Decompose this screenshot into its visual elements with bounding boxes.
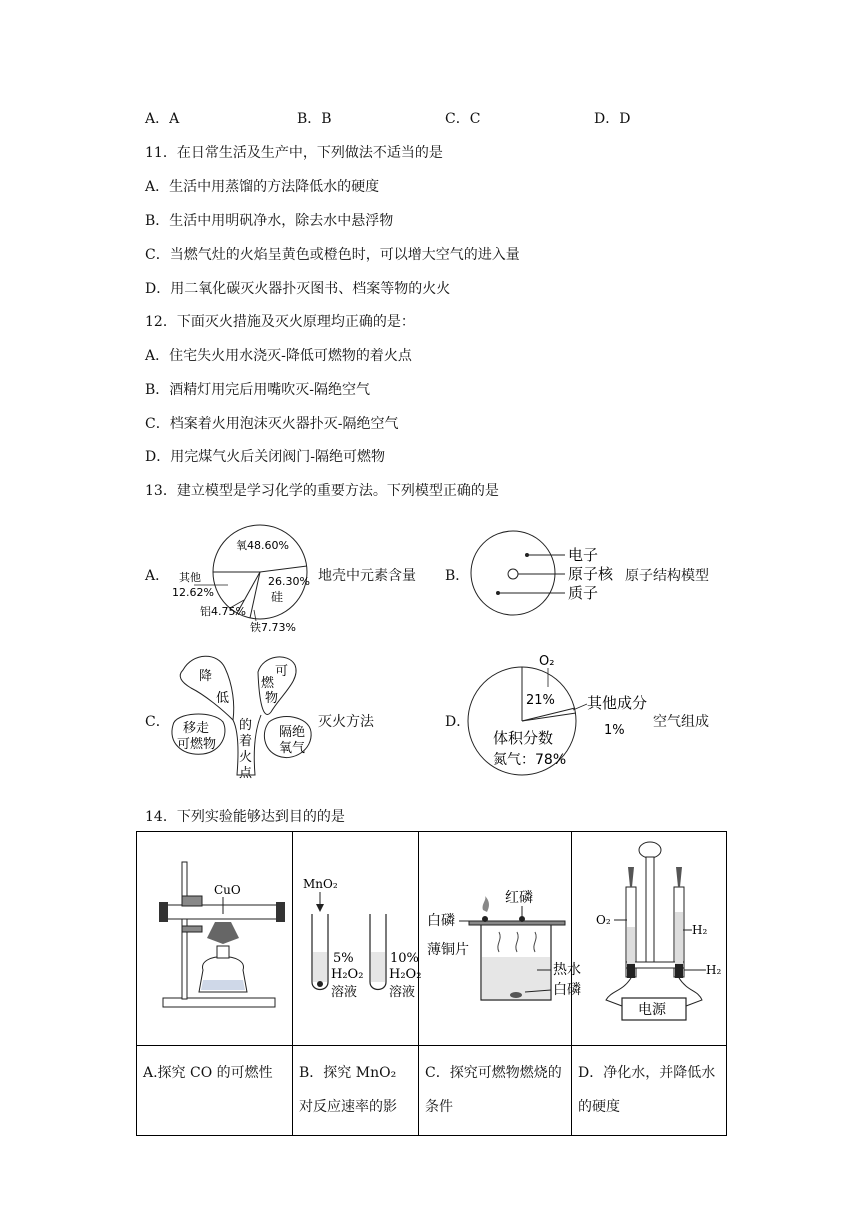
liquid-right — [371, 952, 385, 982]
right-stopcock — [676, 867, 682, 887]
pie-label-iron: 铁7.73% — [250, 621, 296, 634]
right-stopper — [276, 902, 285, 922]
pie-divider-bottom — [250, 572, 260, 618]
left-electrode — [627, 964, 635, 978]
label-electron: 电子 — [568, 546, 599, 564]
label-white-p: 白磷 — [427, 913, 455, 929]
q11-option-a: A．生活中用蒸馏的方法降低水的硬度 — [145, 179, 380, 195]
label-h2-top: H₂ — [692, 923, 708, 937]
label-nucleus: 原子核 — [568, 565, 614, 583]
mno2-rate-apparatus — [293, 832, 422, 1045]
steam-2 — [516, 932, 518, 952]
q10-option-d: D．D — [594, 111, 631, 127]
pie-label-silicon: 硅 — [271, 590, 284, 604]
label-remove-2: 可燃物 — [177, 737, 217, 752]
q13-d-caption: 空气组成 — [653, 714, 709, 730]
q14-cell-b-figure — [293, 832, 422, 1046]
label-jiang: 降 — [199, 669, 213, 684]
pie-leader-iron — [254, 610, 256, 621]
label-ke: 可 — [275, 664, 289, 679]
label-right-pct: 10% — [390, 951, 419, 966]
white-p-piece — [482, 916, 488, 922]
pie-label-other-pct: 12.62% — [172, 586, 214, 599]
q13-c-letter: C． — [145, 714, 170, 730]
clamp — [182, 896, 202, 906]
label-huo: 火 — [239, 750, 253, 765]
pie-divider-right — [260, 566, 307, 572]
arrow-head — [316, 904, 324, 912]
label-1pct: 1% — [604, 723, 625, 738]
label-ran: 燃 — [261, 676, 275, 691]
pie-label-aluminum: 铝4.75% — [200, 605, 246, 618]
q11-option-d: D．用二氧化碳灭火器扑灭图书、档案等物的火火 — [145, 281, 451, 297]
funnel-bulb — [639, 842, 661, 858]
q11-stem: 11．在日常生活及生产中，下列做法不适当的是 — [145, 145, 443, 161]
atom-structure-model — [465, 524, 625, 619]
ring-clamp — [182, 926, 202, 932]
q13-d-letter: D． — [445, 714, 471, 730]
atom-nucleus — [508, 569, 518, 579]
q12-option-c: C．档案着火用泡沫灭火器扑灭-隔绝空气 — [145, 416, 399, 432]
center-tube — [646, 857, 654, 967]
q12-option-d: D．用完煤气火后关闭阀门-隔绝可燃物 — [145, 449, 385, 465]
fire-extinguish-diagram — [163, 650, 313, 785]
q11-option-b: B．生活中用明矾净水，除去水中悬浮物 — [145, 213, 394, 229]
label-others: 其他成分 — [587, 694, 648, 712]
co-combustion-apparatus — [137, 832, 293, 1045]
label-di: 低 — [216, 691, 230, 706]
mno2-powder — [317, 981, 323, 987]
label-volume: 体积分数 — [493, 729, 554, 747]
q10-options — [0, 108, 860, 128]
q13-a-caption: 地壳中元素含量 — [318, 568, 416, 584]
left-liquid — [627, 927, 635, 967]
q11-option-c: C．当燃气灶的火焰呈黄色或橙色时，可以增大空气的进入量 — [145, 247, 520, 263]
steam-1 — [498, 932, 500, 952]
q14-stem: 14．下列实验能够达到目的的是 — [145, 809, 345, 825]
pie-label-silicon-pct: 26.30% — [268, 575, 310, 588]
left-stopcock — [628, 867, 634, 887]
label-left-pct: 5% — [333, 951, 354, 966]
label-wu: 物 — [265, 691, 279, 706]
copper-sheet — [469, 921, 565, 925]
q14-caption-b: B．探究 MnO₂ 对反应速率的影 — [293, 1046, 419, 1136]
q13-b-caption: 原子结构模型 — [625, 568, 709, 584]
red-p-piece — [519, 916, 525, 922]
steam-3 — [534, 932, 536, 952]
pie-label-oxygen: 氧48.60% — [236, 539, 289, 552]
label-nitrogen: 氮气：78% — [493, 752, 567, 768]
label-copper: 薄铜片 — [427, 942, 469, 958]
atom-shell — [471, 531, 555, 615]
pie-label-other: 其他 — [179, 571, 201, 584]
label-o2: O₂ — [539, 654, 555, 669]
left-stopper — [159, 902, 168, 922]
label-isolate-1: 隔绝 — [279, 725, 306, 740]
q10-option-b: B．B — [297, 111, 332, 127]
q12-option-a: A．住宅失火用水浇灭-降低可燃物的着火点 — [145, 348, 412, 364]
q13-c-caption: 灭火方法 — [318, 714, 374, 730]
q13-b-letter: B． — [445, 568, 470, 584]
q14-cell-d-figure — [572, 832, 727, 1046]
right-electrode — [675, 964, 683, 978]
label-red-p: 红磷 — [505, 890, 533, 906]
label-de: 的 — [239, 718, 253, 733]
label-remove-1: 移走 — [183, 721, 210, 736]
electrolysis-apparatus — [572, 832, 727, 1045]
label-h2-side: H₂ — [706, 963, 722, 977]
white-p-underwater — [510, 992, 522, 998]
left-petal — [180, 656, 234, 720]
label-proton: 质子 — [568, 584, 599, 602]
label-right-sol: 溶液 — [389, 985, 416, 1000]
q13-a-letter: A． — [145, 568, 170, 584]
leader-others — [573, 704, 587, 710]
label-cuo: CuO — [214, 883, 241, 897]
q14-experiment-table — [136, 831, 727, 1136]
label-mno2: MnO₂ — [303, 877, 338, 891]
label-dian: 点 — [239, 766, 253, 781]
stand-base — [163, 998, 275, 1007]
label-power: 电源 — [638, 1002, 666, 1018]
label-right-h2o2: H₂O₂ — [389, 967, 422, 982]
q14-caption-a: A.探究 CO 的可燃性 — [137, 1046, 293, 1136]
label-left-h2o2: H₂O₂ — [331, 967, 364, 982]
right-liquid — [675, 912, 683, 967]
air-composition-pie — [465, 652, 655, 782]
glass-tube — [165, 905, 279, 919]
label-white-p2: 白磷 — [553, 982, 581, 998]
flame — [207, 922, 239, 944]
liquid-left — [313, 952, 327, 982]
q13-stem: 13．建立模型是学习化学的重要方法。下列模型正确的是 — [145, 483, 499, 499]
q14-cell-c-figure — [419, 832, 581, 1046]
white-p-flame — [483, 896, 489, 912]
lamp-liquid — [201, 980, 245, 990]
crust-element-pie — [168, 510, 318, 640]
label-o2: O₂ — [596, 913, 611, 927]
label-left-sol: 溶液 — [331, 985, 358, 1000]
q14-caption-c: C．探究可燃物燃烧的条件 — [419, 1046, 572, 1136]
label-21pct: 21% — [526, 693, 555, 708]
combustion-conditions-apparatus — [419, 832, 581, 1045]
label-zhuo: 着 — [239, 734, 253, 749]
label-hot-water: 热水 — [553, 962, 581, 978]
lamp-neck — [217, 946, 229, 958]
q14-caption-d: D．净化水，并降低水的硬度 — [572, 1046, 727, 1136]
q14-cell-a-figure — [137, 832, 293, 1046]
q12-option-b: B．酒精灯用完后用嘴吹灭-隔绝空气 — [145, 382, 371, 398]
q10-option-a: A．A — [145, 111, 180, 127]
label-isolate-2: 氧气 — [279, 741, 306, 756]
q12-stem: 12．下面灭火措施及灭火原理均正确的是： — [145, 314, 415, 330]
q10-option-c: C．C — [445, 111, 481, 127]
